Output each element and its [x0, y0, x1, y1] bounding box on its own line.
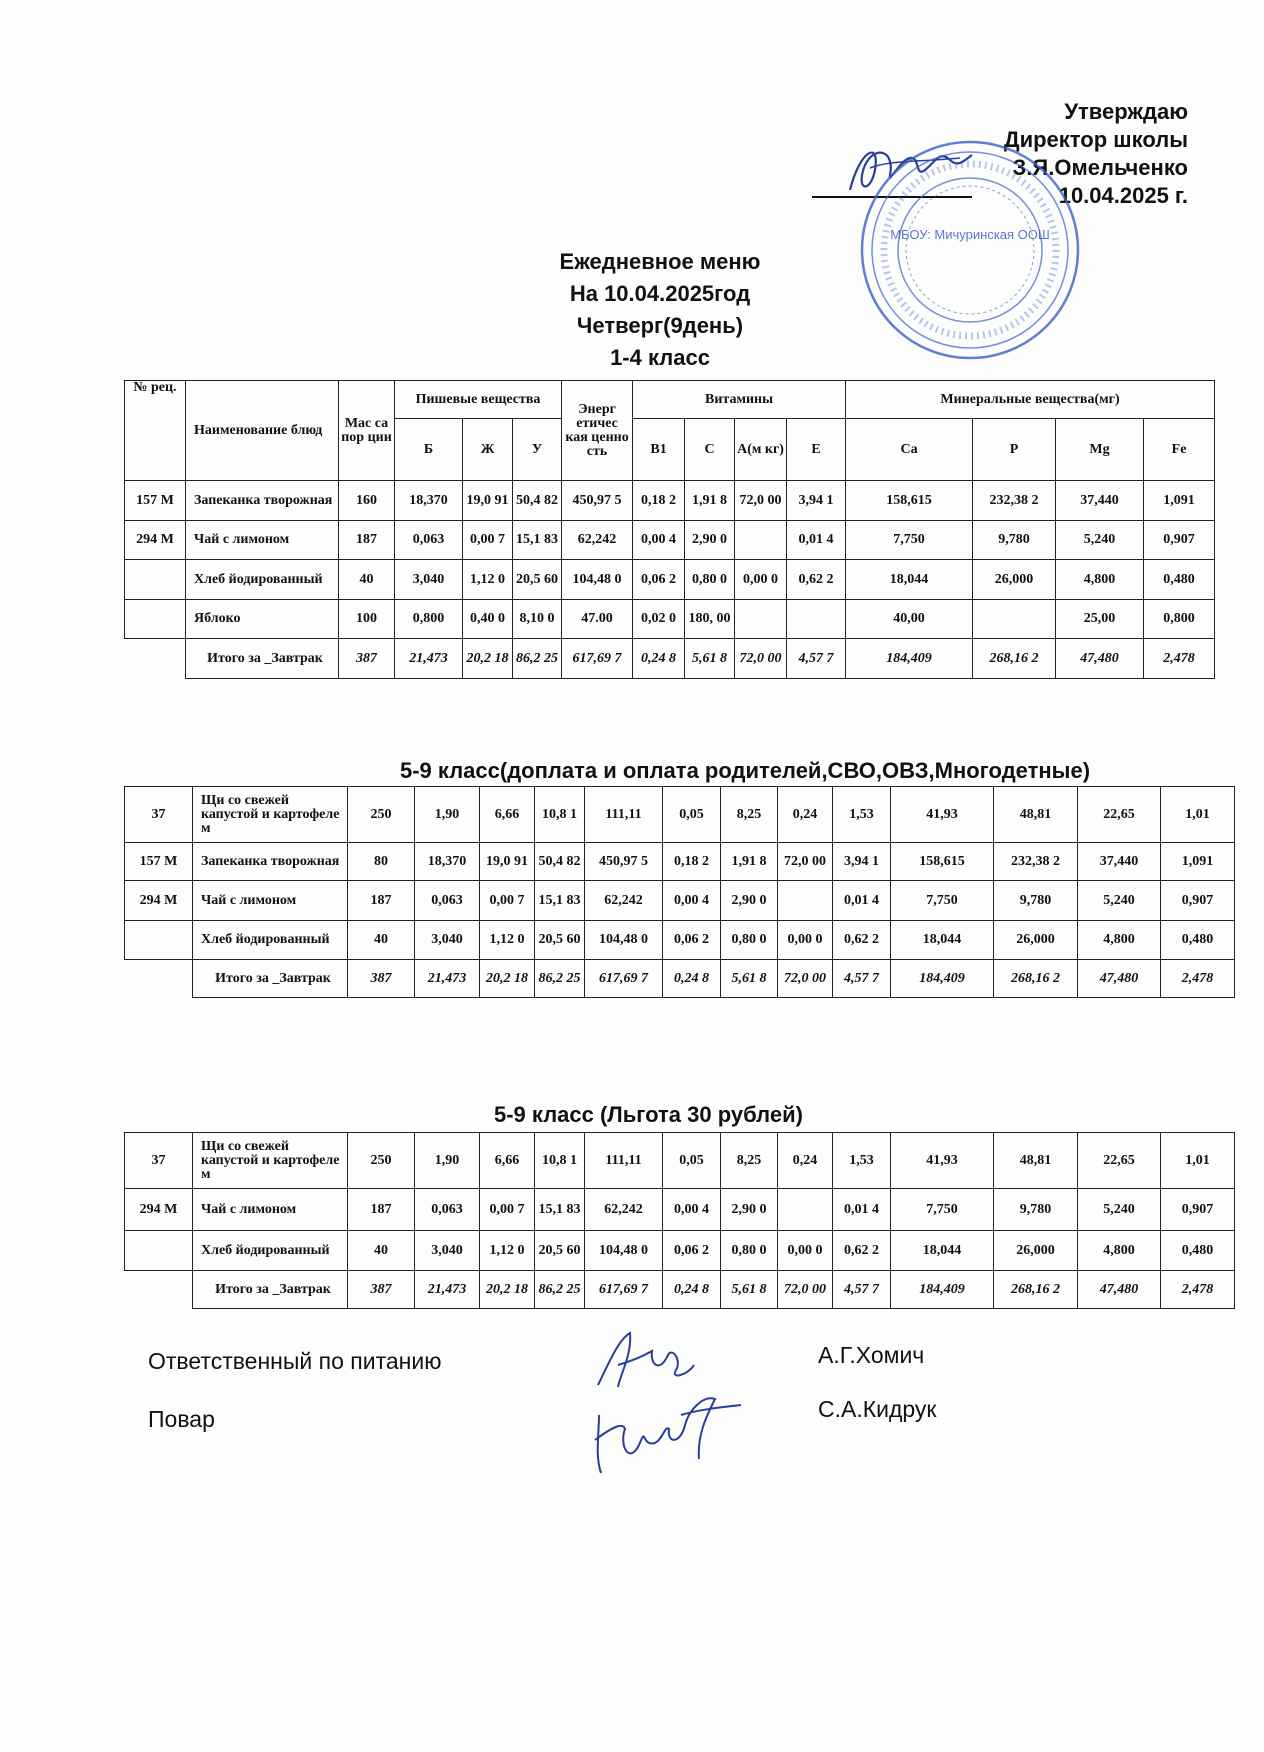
value-cell: 8,10 0: [513, 600, 562, 639]
value-cell: 100: [339, 600, 395, 639]
value-cell: 40: [339, 560, 395, 600]
value-cell: 8,25: [721, 787, 778, 843]
menu-table-1-4: [124, 380, 1215, 679]
value-cell: 4,800: [1056, 560, 1144, 600]
value-cell: 0,907: [1144, 521, 1215, 560]
value-cell: 18,370: [415, 843, 480, 881]
value-cell: 232,38 2: [973, 481, 1056, 521]
value-cell: 18,044: [891, 921, 994, 960]
table-row: [125, 921, 1235, 960]
value-cell: 1,90: [415, 787, 480, 843]
value-cell: 3,040: [395, 560, 463, 600]
value-cell: 10,8 1: [535, 787, 585, 843]
table-row: [125, 481, 1215, 521]
table-row: [125, 843, 1235, 881]
value-cell: 0,00 0: [778, 921, 833, 960]
value-cell: 158,615: [846, 481, 973, 521]
menu-table-5-9-paid: [124, 786, 1235, 998]
value-cell: 0,063: [395, 521, 463, 560]
value-cell: 0,80 0: [685, 560, 735, 600]
value-cell: 20,2 18: [480, 1271, 535, 1309]
value-cell: 0,907: [1161, 1189, 1235, 1231]
value-cell: 8,25: [721, 1133, 778, 1189]
value-cell: 80: [348, 843, 415, 881]
value-cell: 3,94 1: [833, 843, 891, 881]
dish-name-cell: Запеканка творожная: [193, 843, 348, 881]
value-cell: 1,091: [1144, 481, 1215, 521]
col-nutrients: Пишевые вещества: [395, 381, 562, 419]
value-cell: 9,780: [994, 1189, 1078, 1231]
dish-name-cell: Яблоко: [186, 600, 339, 639]
value-cell: 37,440: [1056, 481, 1144, 521]
value-cell: 22,65: [1078, 787, 1161, 843]
value-cell: 0,01 4: [833, 1189, 891, 1231]
value-cell: 48,81: [994, 1133, 1078, 1189]
value-cell: 0,18 2: [663, 843, 721, 881]
value-cell: 0,24 8: [663, 960, 721, 998]
value-cell: 104,48 0: [585, 1231, 663, 1271]
value-cell: 0,06 2: [633, 560, 685, 600]
value-cell: 0,80 0: [721, 921, 778, 960]
value-cell: 72,0 00: [778, 1271, 833, 1309]
value-cell: 47,480: [1078, 1271, 1161, 1309]
value-cell: 15,1 83: [535, 1189, 585, 1231]
recipe-number-cell: [125, 1271, 193, 1309]
value-cell: 4,800: [1078, 1231, 1161, 1271]
value-cell: 41,93: [891, 787, 994, 843]
value-cell: 4,800: [1078, 921, 1161, 960]
value-cell: 268,16 2: [994, 1271, 1078, 1309]
value-cell: 111,11: [585, 787, 663, 843]
value-cell: 3,040: [415, 1231, 480, 1271]
value-cell: 0,02 0: [633, 600, 685, 639]
value-cell: 62,242: [585, 881, 663, 921]
table-row: [125, 881, 1235, 921]
value-cell: 2,90 0: [721, 1189, 778, 1231]
col-p: P: [973, 419, 1056, 481]
value-cell: 0,00 7: [480, 881, 535, 921]
total-row: [125, 960, 1235, 998]
value-cell: 2,90 0: [721, 881, 778, 921]
recipe-number-cell: [125, 639, 186, 679]
value-cell: 0,05: [663, 1133, 721, 1189]
cook-signature-icon: [585, 1385, 745, 1485]
value-cell: 187: [339, 521, 395, 560]
value-cell: 1,01: [1161, 787, 1235, 843]
recipe-number-cell: [125, 560, 186, 600]
value-cell: 7,750: [846, 521, 973, 560]
value-cell: 50,4 82: [535, 843, 585, 881]
stamp-text: МБОУ: Мичуринская ООШ: [890, 227, 1050, 242]
value-cell: 5,240: [1078, 1189, 1161, 1231]
dish-name-cell: Итого за _Завтрак: [186, 639, 339, 679]
title-line-1: Ежедневное меню: [559, 249, 761, 274]
value-cell: 72,0 00: [735, 639, 787, 679]
value-cell: [973, 600, 1056, 639]
dish-name-cell: Хлеб йодированный: [186, 560, 339, 600]
value-cell: 26,000: [994, 1231, 1078, 1271]
value-cell: 7,750: [891, 881, 994, 921]
value-cell: 160: [339, 481, 395, 521]
value-cell: 20,5 60: [513, 560, 562, 600]
value-cell: 26,000: [994, 921, 1078, 960]
value-cell: 1,12 0: [463, 560, 513, 600]
value-cell: 617,69 7: [585, 960, 663, 998]
value-cell: 387: [348, 960, 415, 998]
school-stamp-icon: [855, 135, 1085, 365]
approval-date: 10.04.2025 г.: [1058, 183, 1188, 208]
table-row: [125, 560, 1215, 600]
value-cell: 4,57 7: [833, 960, 891, 998]
value-cell: 18,044: [846, 560, 973, 600]
value-cell: 0,05: [663, 787, 721, 843]
col-name: Наименование блюд: [186, 381, 339, 481]
value-cell: 184,409: [891, 960, 994, 998]
dish-name-cell: Чай с лимоном: [186, 521, 339, 560]
dish-name-cell: Хлеб йодированный: [193, 1231, 348, 1271]
value-cell: 0,80 0: [721, 1231, 778, 1271]
value-cell: 1,01: [1161, 1133, 1235, 1189]
value-cell: 0,00 4: [663, 1189, 721, 1231]
value-cell: 0,01 4: [833, 881, 891, 921]
value-cell: 0,24 8: [663, 1271, 721, 1309]
value-cell: 15,1 83: [513, 521, 562, 560]
value-cell: 86,2 25: [535, 1271, 585, 1309]
value-cell: 72,0 00: [778, 960, 833, 998]
col-c: С: [685, 419, 735, 481]
value-cell: 0,907: [1161, 881, 1235, 921]
value-cell: 20,5 60: [535, 921, 585, 960]
col-b1: В1: [633, 419, 685, 481]
value-cell: 0,06 2: [663, 1231, 721, 1271]
value-cell: 72,0 00: [778, 843, 833, 881]
section-heading-5-9-benefit: 5-9 класс (Льгота 30 рублей): [494, 1102, 803, 1127]
value-cell: 4,57 7: [833, 1271, 891, 1309]
value-cell: 0,00 7: [480, 1189, 535, 1231]
value-cell: 5,61 8: [721, 1271, 778, 1309]
value-cell: 617,69 7: [562, 639, 633, 679]
col-mg: Mg: [1056, 419, 1144, 481]
dish-name-cell: Щи со свежей капустой и картофеле м: [193, 787, 348, 843]
value-cell: 18,370: [395, 481, 463, 521]
col-ca: Ca: [846, 419, 973, 481]
value-cell: 0,480: [1144, 560, 1215, 600]
value-cell: 47,480: [1078, 960, 1161, 998]
value-cell: 0,62 2: [833, 1231, 891, 1271]
value-cell: 250: [348, 787, 415, 843]
value-cell: [735, 600, 787, 639]
col-minerals: Минеральные вещества(мг): [846, 381, 1215, 419]
value-cell: 450,97 5: [585, 843, 663, 881]
value-cell: [787, 600, 846, 639]
value-cell: 1,091: [1161, 843, 1235, 881]
value-cell: 21,473: [415, 960, 480, 998]
total-row: [125, 1271, 1235, 1309]
value-cell: 62,242: [562, 521, 633, 560]
value-cell: 1,91 8: [721, 843, 778, 881]
value-cell: 232,38 2: [994, 843, 1078, 881]
value-cell: 1,12 0: [480, 1231, 535, 1271]
value-cell: 1,53: [833, 787, 891, 843]
value-cell: 15,1 83: [535, 881, 585, 921]
value-cell: 0,063: [415, 881, 480, 921]
value-cell: 62,242: [585, 1189, 663, 1231]
dish-name-cell: Итого за _Завтрак: [193, 1271, 348, 1309]
value-cell: 19,0 91: [480, 843, 535, 881]
title-line-2: На 10.04.2025год: [569, 281, 751, 306]
value-cell: 187: [348, 881, 415, 921]
dish-name-cell: Итого за _Завтрак: [193, 960, 348, 998]
value-cell: 40: [348, 921, 415, 960]
value-cell: 158,615: [891, 843, 994, 881]
value-cell: 0,24 8: [633, 639, 685, 679]
footer-role-responsible: Ответственный по питанию: [148, 1348, 442, 1374]
value-cell: 26,000: [973, 560, 1056, 600]
value-cell: 5,61 8: [721, 960, 778, 998]
value-cell: 250: [348, 1133, 415, 1189]
recipe-number-cell: 294 М: [125, 521, 186, 560]
value-cell: 0,480: [1161, 1231, 1235, 1271]
value-cell: 21,473: [415, 1271, 480, 1309]
dish-name-cell: Чай с лимоном: [193, 1189, 348, 1231]
value-cell: 0,00 0: [778, 1231, 833, 1271]
footer-role-cook: Повар: [148, 1406, 215, 1432]
table-row: [125, 1189, 1235, 1231]
value-cell: 0,00 4: [633, 521, 685, 560]
value-cell: 0,800: [395, 600, 463, 639]
value-cell: 1,91 8: [685, 481, 735, 521]
value-cell: 5,240: [1056, 521, 1144, 560]
recipe-number-cell: 37: [125, 1133, 193, 1189]
total-row: [125, 639, 1215, 679]
col-fe: Fe: [1144, 419, 1215, 481]
col-num: № рец.: [125, 381, 186, 481]
value-cell: 104,48 0: [562, 560, 633, 600]
value-cell: 180, 00: [685, 600, 735, 639]
value-cell: 111,11: [585, 1133, 663, 1189]
table-row: [125, 1133, 1235, 1189]
value-cell: 0,24: [778, 787, 833, 843]
value-cell: 22,65: [1078, 1133, 1161, 1189]
value-cell: 0,00 7: [463, 521, 513, 560]
recipe-number-cell: [125, 960, 193, 998]
value-cell: 0,24: [778, 1133, 833, 1189]
value-cell: 25,00: [1056, 600, 1144, 639]
recipe-number-cell: 294 М: [125, 1189, 193, 1231]
value-cell: 184,409: [846, 639, 973, 679]
approval-title: Утверждаю: [1064, 99, 1188, 124]
value-cell: 0,063: [415, 1189, 480, 1231]
value-cell: 86,2 25: [535, 960, 585, 998]
value-cell: 268,16 2: [994, 960, 1078, 998]
value-cell: 3,040: [415, 921, 480, 960]
value-cell: 268,16 2: [973, 639, 1056, 679]
table-row: [125, 787, 1235, 843]
table-row: [125, 1231, 1235, 1271]
value-cell: 450,97 5: [562, 481, 633, 521]
value-cell: 1,12 0: [480, 921, 535, 960]
value-cell: 0,00 4: [663, 881, 721, 921]
value-cell: 0,480: [1161, 921, 1235, 960]
value-cell: 387: [339, 639, 395, 679]
value-cell: 0,800: [1144, 600, 1215, 639]
table-row: [125, 521, 1215, 560]
value-cell: 20,2 18: [480, 960, 535, 998]
value-cell: 184,409: [891, 1271, 994, 1309]
value-cell: 3,94 1: [787, 481, 846, 521]
value-cell: 387: [348, 1271, 415, 1309]
recipe-number-cell: 294 М: [125, 881, 193, 921]
value-cell: 1,53: [833, 1133, 891, 1189]
section-heading-5-9-paid: 5-9 класс(доплата и оплата родителей,СВО,ОВЗ,Многодетные): [400, 758, 1091, 783]
value-cell: [778, 881, 833, 921]
value-cell: 7,750: [891, 1189, 994, 1231]
value-cell: [778, 1189, 833, 1231]
value-cell: 2,478: [1144, 639, 1215, 679]
value-cell: 47,480: [1056, 639, 1144, 679]
recipe-number-cell: 37: [125, 787, 193, 843]
value-cell: 9,780: [994, 881, 1078, 921]
page-title: [480, 246, 840, 374]
value-cell: 50,4 82: [513, 481, 562, 521]
dish-name-cell: Хлеб йодированный: [193, 921, 348, 960]
col-e: Е: [787, 419, 846, 481]
value-cell: 0,01 4: [787, 521, 846, 560]
recipe-number-cell: [125, 921, 193, 960]
dish-name-cell: Щи со свежей капустой и картофеле м: [193, 1133, 348, 1189]
value-cell: 47.00: [562, 600, 633, 639]
title-line-4: 1-4 класс: [610, 345, 710, 370]
footer-name-cook: С.А.Кидрук: [818, 1396, 937, 1422]
value-cell: 9,780: [973, 521, 1056, 560]
value-cell: 0,00 0: [735, 560, 787, 600]
col-b: Б: [395, 419, 463, 481]
value-cell: 20,2 18: [463, 639, 513, 679]
value-cell: 6,66: [480, 787, 535, 843]
value-cell: 4,57 7: [787, 639, 846, 679]
value-cell: 40: [348, 1231, 415, 1271]
value-cell: 5,61 8: [685, 639, 735, 679]
value-cell: 41,93: [891, 1133, 994, 1189]
value-cell: 21,473: [395, 639, 463, 679]
value-cell: 72,0 00: [735, 481, 787, 521]
value-cell: 0,40 0: [463, 600, 513, 639]
value-cell: 2,90 0: [685, 521, 735, 560]
col-energy: Энерг етичес кая ценно сть: [562, 381, 633, 481]
value-cell: 2,478: [1161, 960, 1235, 998]
col-mass: Мас са пор ции: [339, 381, 395, 481]
value-cell: 0,18 2: [633, 481, 685, 521]
value-cell: [735, 521, 787, 560]
col-vitamins: Витамины: [633, 381, 846, 419]
value-cell: 37,440: [1078, 843, 1161, 881]
value-cell: 6,66: [480, 1133, 535, 1189]
value-cell: 48,81: [994, 787, 1078, 843]
value-cell: 0,62 2: [833, 921, 891, 960]
col-a: А(м кг): [735, 419, 787, 481]
value-cell: 104,48 0: [585, 921, 663, 960]
value-cell: 0,06 2: [663, 921, 721, 960]
value-cell: 86,2 25: [513, 639, 562, 679]
value-cell: 10,8 1: [535, 1133, 585, 1189]
menu-table-5-9-benefit: [124, 1132, 1235, 1309]
recipe-number-cell: 157 М: [125, 481, 186, 521]
value-cell: 20,5 60: [535, 1231, 585, 1271]
value-cell: 2,478: [1161, 1271, 1235, 1309]
col-u: У: [513, 419, 562, 481]
footer-name-responsible: А.Г.Хомич: [818, 1342, 925, 1368]
recipe-number-cell: [125, 600, 186, 639]
approval-position: Директор школы: [1003, 127, 1188, 152]
recipe-number-cell: 157 М: [125, 843, 193, 881]
value-cell: 5,240: [1078, 881, 1161, 921]
value-cell: 40,00: [846, 600, 973, 639]
approval-name: З.Я.Омельченко: [1012, 155, 1188, 180]
table-row: [125, 600, 1215, 639]
title-line-3: Четверг(9день): [576, 313, 744, 338]
dish-name-cell: Запеканка творожная: [186, 481, 339, 521]
dish-name-cell: Чай с лимоном: [193, 881, 348, 921]
value-cell: 187: [348, 1189, 415, 1231]
value-cell: 19,0 91: [463, 481, 513, 521]
col-zh: Ж: [463, 419, 513, 481]
value-cell: 617,69 7: [585, 1271, 663, 1309]
recipe-number-cell: [125, 1231, 193, 1271]
value-cell: 1,90: [415, 1133, 480, 1189]
value-cell: 18,044: [891, 1231, 994, 1271]
value-cell: 0,62 2: [787, 560, 846, 600]
